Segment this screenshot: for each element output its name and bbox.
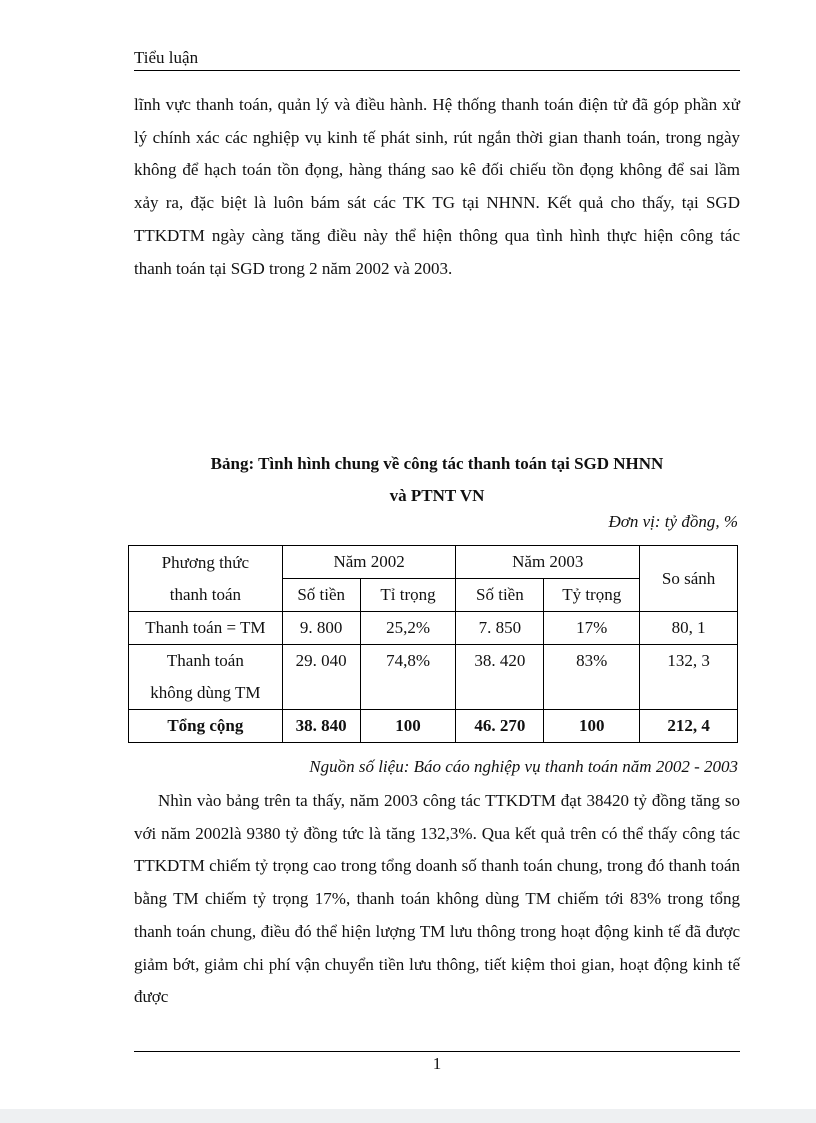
header-method: [129, 546, 283, 612]
cell-method-line1: Thanh toán: [166, 651, 244, 670]
table-total-row: [129, 710, 738, 743]
total-label: Tổng cộng: [129, 710, 283, 743]
page-header: Tiểu luận: [134, 48, 740, 71]
header-ratio-2002: Tỉ trọng: [360, 579, 456, 612]
table-source: Nguồn số liệu: Báo cáo nghiệp vụ thanh toán năm 2002 - 2003: [309, 757, 738, 776]
paragraph-analysis: Nhìn vào bảng trên ta thấy, năm 2003 công tác TTKDTM đạt 38420 tỷ đồng tăng so với năm 2002là 9380 tỷ đồng tức là tăng 132,3%. Qua kết quả trên có thể thấy công tác TTKDTM chiếm tỷ trọng cao trong tổng doanh số thanh toán chung, trong đó thanh toán bằng TM chiếm tỷ trọng 17%, thanh toán không dùng TM chiếm tới 83% trong tổng thanh toán chung, điều đó thể hiện lượng TM lưu thông trong hoạt động kinh tế đã được giảm bớt, giảm chi phí vận chuyển tiền lưu thông, tiết kiệm thoi gian, hoạt động kinh tế được: [134, 791, 740, 1007]
cell-compare: 132, 3: [640, 645, 738, 710]
cell-amount-2002: 29. 040: [282, 645, 360, 710]
cell-compare: 80, 1: [640, 612, 738, 645]
cell-amount-2003: 7. 850: [456, 612, 544, 645]
table-row: [129, 612, 738, 645]
total-ratio-2002: 100: [360, 710, 456, 743]
cell-ratio-2002: 74,8%: [360, 645, 456, 710]
footer-divider: [134, 1051, 740, 1052]
cell-amount-2003: 38. 420: [456, 645, 544, 710]
header-method-line2: thanh toán: [169, 584, 242, 604]
total-amount-2002: 38. 840: [282, 710, 360, 743]
table-title-line2: và PTNT VN: [389, 486, 485, 505]
header-method-line1: Phương thức: [161, 552, 250, 572]
page-number: 1: [432, 1054, 442, 1073]
viewer-bottom-band: [0, 1109, 816, 1123]
paragraph-intro: lĩnh vực thanh toán, quản lý và điều hành. Hệ thống thanh toán điện tử đã góp phần xử lý chính xác các nghiệp vụ kinh tế phát sinh, rút ngắn thời gian thanh toán, trong ngày không để hạch toán tồn đọng, hàng tháng sao kê đối chiếu tồn đọng không để sai lầm xảy ra, đặc biệt là luôn bám sát các TK TG tại NHNN. Kết quả cho thấy, tại SGD TTKDTM ngày càng tăng điều này thể hiện thông qua tình hình thực hiện công tác thanh toán tại SGD trong 2 năm 2002 và 2003.: [134, 95, 740, 278]
cell-amount-2002: 9. 800: [282, 612, 360, 645]
cell-method: Thanh toán = TM: [129, 612, 283, 645]
header-year-2002: Năm 2002: [282, 546, 456, 579]
table-header-row: [129, 546, 738, 579]
payment-table: [128, 545, 738, 743]
header-amount-2003: Số tiền: [456, 579, 544, 612]
cell-ratio-2002: 25,2%: [360, 612, 456, 645]
table-title-line1: Bảng: Tình hình chung về công tác thanh toán tại SGD NHNN: [210, 454, 664, 473]
header-amount-2002: Số tiền: [282, 579, 360, 612]
table-row: [129, 645, 738, 710]
cell-ratio-2003: 83%: [544, 645, 640, 710]
header-year-2003: Năm 2003: [456, 546, 640, 579]
header-ratio-2003: Tỷ trọng: [544, 579, 640, 612]
cell-method: [129, 645, 283, 710]
total-compare: 212, 4: [640, 710, 738, 743]
header-compare: So sánh: [640, 546, 738, 612]
total-ratio-2003: 100: [544, 710, 640, 743]
table-unit: Đơn vị: tỷ đồng, %: [608, 512, 738, 531]
total-amount-2003: 46. 270: [456, 710, 544, 743]
cell-ratio-2003: 17%: [544, 612, 640, 645]
table-title: [134, 448, 740, 512]
cell-method-line2: không dùng TM: [150, 683, 261, 702]
